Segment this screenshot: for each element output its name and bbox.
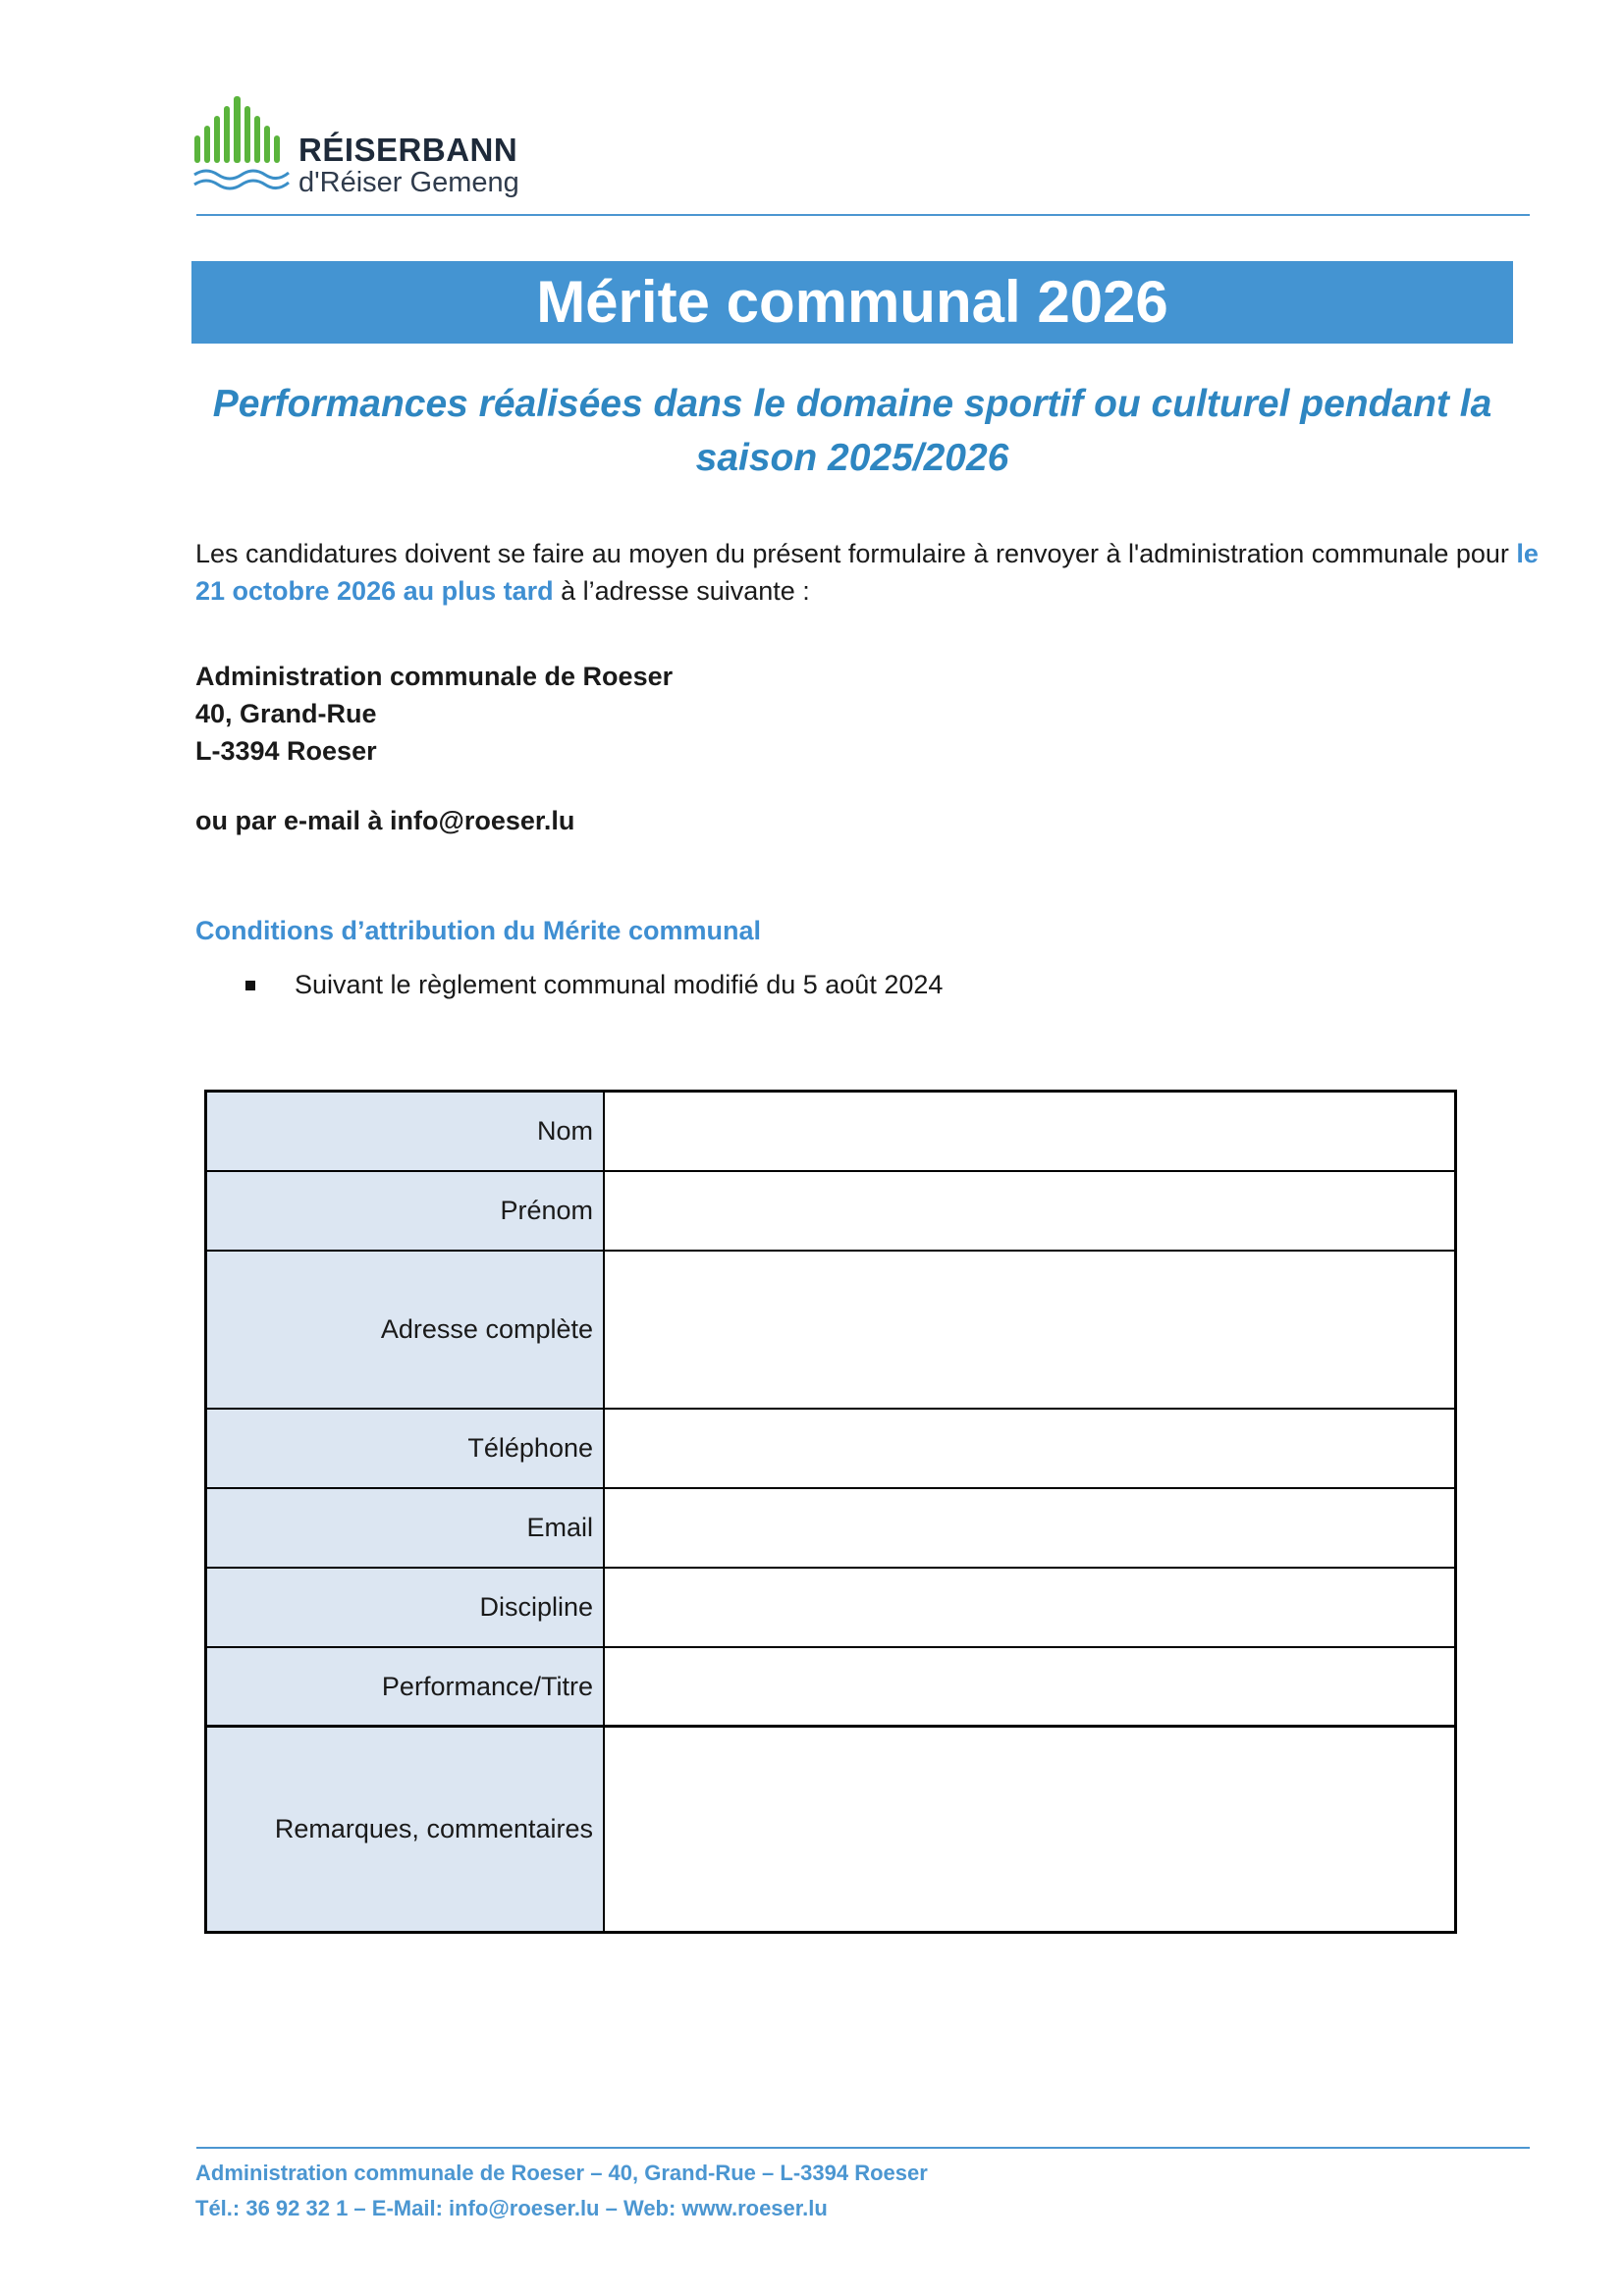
conditions-heading: Conditions d’attribution du Mérite communal [195, 916, 761, 945]
deadline-text: le 21 octobre 2026 au plus tard [195, 539, 1539, 606]
field-label-performance: Performance/Titre [207, 1648, 605, 1725]
logo-mark-icon [192, 94, 295, 196]
field-input-performance[interactable] [605, 1648, 1454, 1725]
conditions-item-text: Suivant le règlement communal modifié du 5 août 2024 [295, 970, 944, 999]
subtitle-line-1: Performances réalisées dans le domaine sportif ou culturel pendant la [212, 383, 1492, 425]
email-instruction: ou par e-mail à info@roeser.lu [195, 806, 575, 835]
logo [192, 94, 526, 202]
address-line-3: L-3394 Roeser [195, 736, 377, 766]
field-label-telephone: Téléphone [207, 1410, 605, 1487]
field-input-remarques[interactable] [605, 1728, 1454, 1931]
form-row-performance [207, 1648, 1454, 1728]
intro-text-1: Les candidatures doivent se faire au moyen du présent formulaire à renvoyer à l'administration communale pour [195, 539, 1517, 568]
bullet-square-icon [245, 981, 255, 990]
field-input-adresse[interactable] [605, 1252, 1454, 1408]
intro-text-2: à l’adresse suivante : [553, 576, 810, 606]
field-input-nom[interactable] [605, 1093, 1454, 1170]
footer [195, 2156, 928, 2226]
intro-paragraph [195, 535, 1541, 610]
form-row-adresse [207, 1252, 1454, 1410]
logo-name: RÉISERBANN [298, 132, 518, 168]
address-line-1: Administration communale de Roeser [195, 662, 674, 691]
header-divider [196, 214, 1530, 216]
form-row-remarques [207, 1728, 1454, 1931]
footer-line-2: Tél.: 36 92 32 1 – E-Mail: info@roeser.lu – Web: www.roeser.lu [195, 2196, 828, 2220]
form-row-discipline [207, 1569, 1454, 1648]
field-input-email[interactable] [605, 1489, 1454, 1567]
address-line-2: 40, Grand-Rue [195, 699, 377, 728]
logo-subtitle: d'Réiser Gemeng [298, 167, 519, 198]
application-form [204, 1090, 1457, 1934]
form-row-email [207, 1489, 1454, 1569]
conditions-item [245, 970, 943, 1000]
footer-line-1: Administration communale de Roeser – 40, Grand-Rue – L-3394 Roeser [195, 2161, 928, 2185]
field-input-discipline[interactable] [605, 1569, 1454, 1646]
field-label-discipline: Discipline [207, 1569, 605, 1646]
field-label-prenom: Prénom [207, 1172, 605, 1250]
postal-address [195, 658, 673, 770]
page-title: Mérite communal 2026 [191, 261, 1513, 344]
form-row-telephone [207, 1410, 1454, 1489]
field-input-telephone[interactable] [605, 1410, 1454, 1487]
form-row-prenom [207, 1172, 1454, 1252]
field-label-email: Email [207, 1489, 605, 1567]
field-input-prenom[interactable] [605, 1172, 1454, 1250]
footer-divider [196, 2147, 1530, 2149]
field-label-adresse: Adresse complète [207, 1252, 605, 1408]
subtitle-line-2: saison 2025/2026 [695, 437, 1009, 479]
page-subtitle [191, 377, 1513, 485]
field-label-remarques: Remarques, commentaires [207, 1728, 605, 1931]
form-row-nom [207, 1093, 1454, 1172]
field-label-nom: Nom [207, 1093, 605, 1170]
